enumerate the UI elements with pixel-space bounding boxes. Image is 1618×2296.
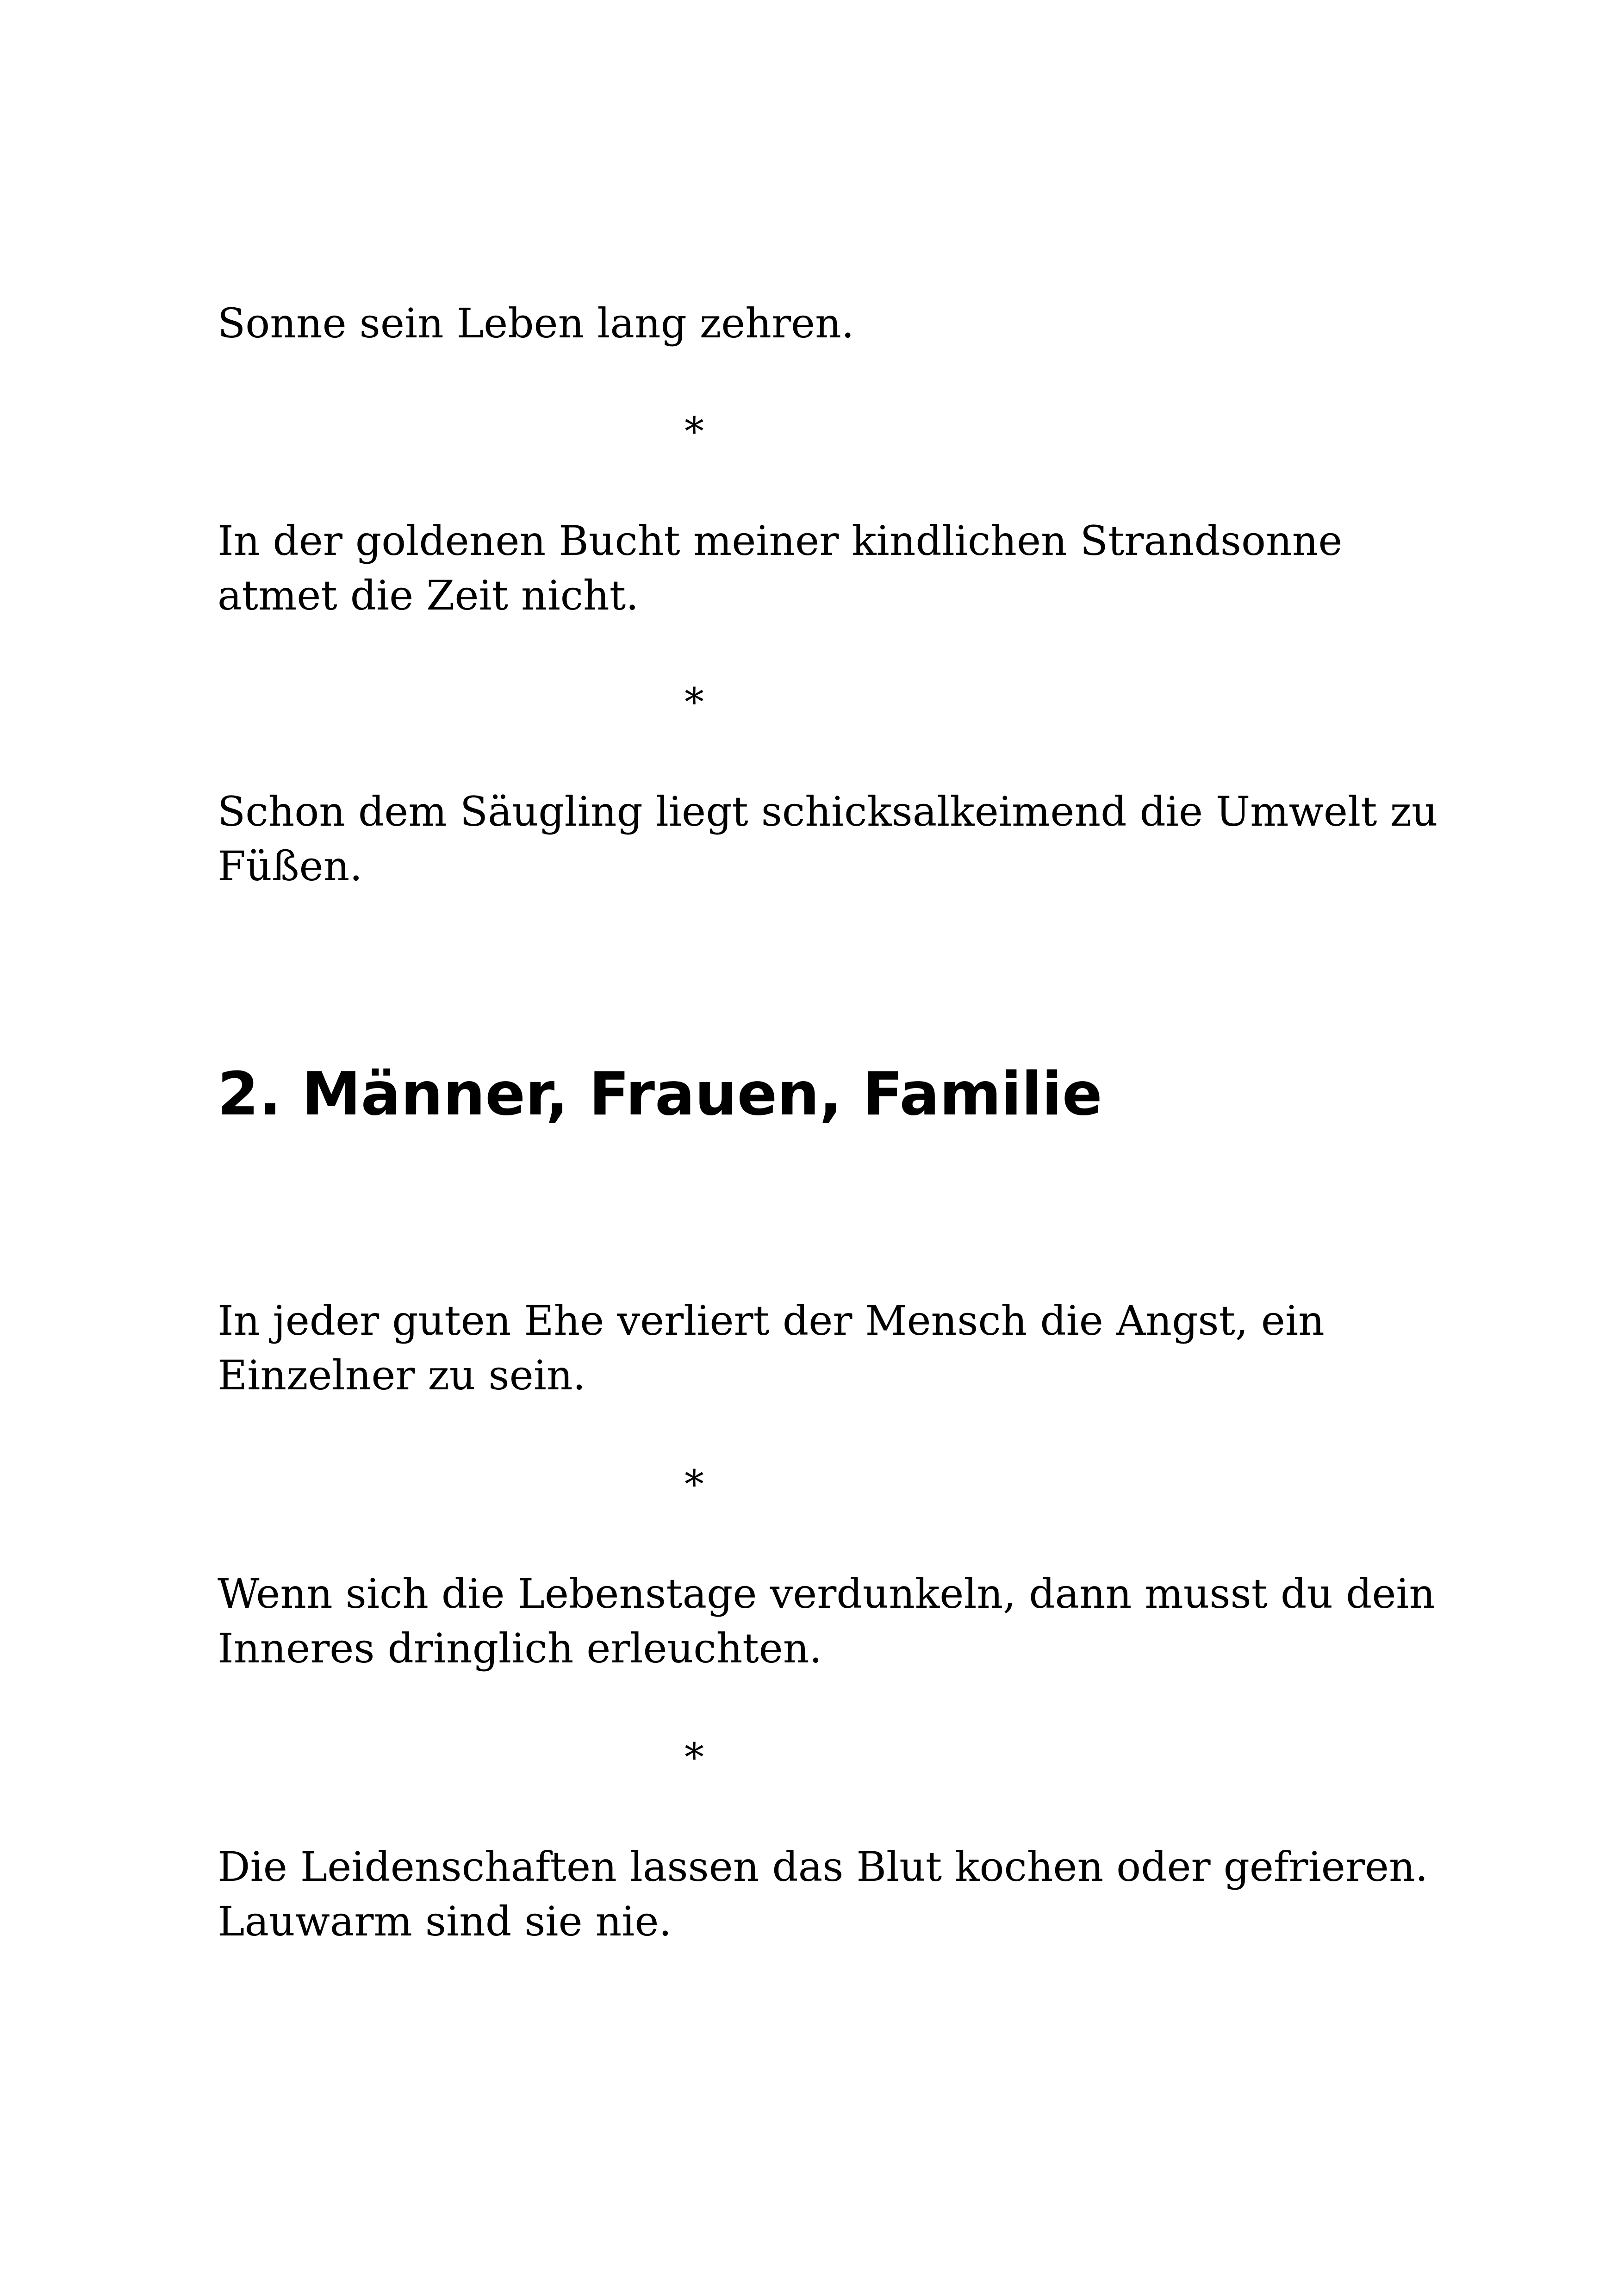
aphorism-paragraph [218, 1840, 1430, 1949]
aphorism-paragraph [218, 1567, 1436, 1676]
text-line: Sonne sein Leben lang zehren. [218, 299, 854, 347]
text-line: Einzelner zu sein. [218, 1351, 586, 1399]
text-line: Lauwarm sind sie nie. [218, 1898, 672, 1945]
separator-asterisk: * [685, 1735, 704, 1780]
text-line: Füßen. [218, 842, 363, 890]
separator-asterisk: * [685, 409, 704, 454]
text-line: Schon dem Säugling liegt schicksalkeimend die Umwelt zu [218, 788, 1438, 835]
aphorism-paragraph [218, 784, 1438, 894]
separator-asterisk: * [685, 679, 704, 725]
text-line: Inneres dringlich erleuchten. [218, 1624, 822, 1672]
aphorism-paragraph [218, 296, 1430, 351]
text-line: Die Leidenschaften lassen das Blut kochen oder gefrieren. [218, 1843, 1428, 1891]
text-line: In jeder guten Ehe verliert der Mensch die Angst, ein [218, 1297, 1325, 1344]
text-line: atmet die Zeit nicht. [218, 572, 639, 619]
section-heading: 2. Männer, Frauen, Familie [218, 1060, 1102, 1129]
separator-asterisk: * [685, 1462, 704, 1507]
text-line: Wenn sich die Lebenstage verdunkeln, dann musst du dein [218, 1570, 1436, 1618]
aphorism-paragraph [218, 1294, 1430, 1403]
aphorism-paragraph [218, 514, 1430, 623]
text-line: In der goldenen Bucht meiner kindlichen Strandsonne [218, 517, 1343, 565]
